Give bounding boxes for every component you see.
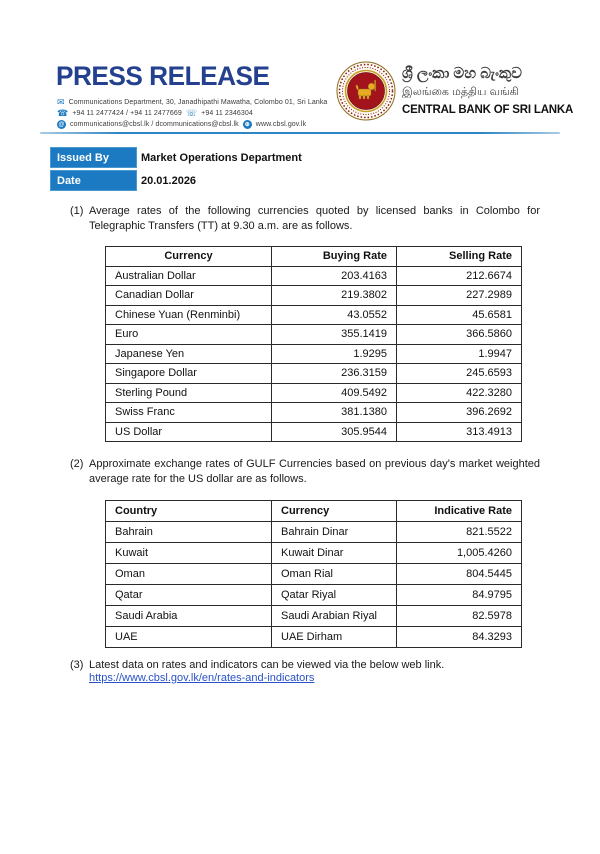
- table-row: [106, 564, 522, 585]
- table-cell: UAE Dirham: [272, 627, 397, 648]
- email-text: communications@cbsl.lk / dcommunications@cbsl.lk: [70, 121, 239, 128]
- contact-block: [57, 97, 327, 130]
- table-cell: Oman Rial: [272, 564, 397, 585]
- table-cell: Chinese Yuan (Renminbi): [106, 305, 272, 325]
- gulf-rates-table: [105, 500, 522, 648]
- table-cell: 422.3280: [397, 383, 522, 403]
- column-header-buying-rate: Buying Rate: [272, 247, 397, 267]
- column-header-indicative-rate: Indicative Rate: [397, 501, 522, 522]
- table-cell: Kuwait Dinar: [272, 543, 397, 564]
- table-cell: 43.0552: [272, 305, 397, 325]
- envelope-icon: ✉: [57, 97, 65, 107]
- table-cell: Singapore Dollar: [106, 364, 272, 384]
- email-line: [57, 119, 327, 130]
- table-cell: 821.5522: [397, 522, 522, 543]
- table-cell: Oman: [106, 564, 272, 585]
- table-row: [106, 422, 522, 442]
- table-row: [106, 344, 522, 364]
- table-cell: 236.3159: [272, 364, 397, 384]
- table-cell: Saudi Arabian Riyal: [272, 606, 397, 627]
- paragraph-1-text: Average rates of the following currencies quoted by licensed banks in Colombo for Telegraphic Transfers (TT) at 9.30 a.m. are as follows.: [89, 205, 540, 232]
- table-cell: 305.9544: [272, 422, 397, 442]
- table-cell: Saudi Arabia: [106, 606, 272, 627]
- paragraph-3: [70, 658, 542, 673]
- table-cell: 212.6674: [397, 266, 522, 286]
- table-cell: 409.5492: [272, 383, 397, 403]
- address-line: [57, 97, 327, 108]
- table-cell: 203.4163: [272, 266, 397, 286]
- table-cell: 219.3802: [272, 286, 397, 306]
- phone-icon: ☎: [57, 108, 69, 118]
- table-cell: 313.4913: [397, 422, 522, 442]
- header-divider: [40, 132, 560, 134]
- table-cell: Bahrain: [106, 522, 272, 543]
- table-cell: Canadian Dollar: [106, 286, 272, 306]
- bank-seal-logo: [336, 60, 396, 122]
- phone-line: [57, 108, 327, 119]
- table-cell: 396.2692: [397, 403, 522, 423]
- paragraph-3-number: (3): [70, 659, 84, 671]
- table-row: [106, 606, 522, 627]
- table-cell: 355.1419: [272, 325, 397, 345]
- table-cell: 84.3293: [397, 627, 522, 648]
- table-row: [106, 585, 522, 606]
- table-cell: Qatar Riyal: [272, 585, 397, 606]
- paragraph-1-number: (1): [70, 205, 84, 217]
- globe-icon: ⊕: [244, 121, 250, 128]
- column-header-currency: Currency: [272, 501, 397, 522]
- website-text: www.cbsl.gov.lk: [255, 121, 307, 128]
- table-row: [106, 305, 522, 325]
- table-cell: UAE: [106, 627, 272, 648]
- table-cell: 45.6581: [397, 305, 522, 325]
- fax-text: +94 11 2346304: [201, 110, 253, 117]
- date-label: Date: [50, 170, 137, 191]
- table-row: [106, 364, 522, 384]
- table-row: [106, 543, 522, 564]
- issued-by-row: [50, 147, 302, 168]
- table-cell: Euro: [106, 325, 272, 345]
- column-header-country: Country: [106, 501, 272, 522]
- table-cell: 1,005.4260: [397, 543, 522, 564]
- email-at-icon: @: [58, 121, 65, 128]
- phone-text: +94 11 2477424 / +94 11 2477669: [72, 110, 182, 117]
- column-header-currency: Currency: [106, 247, 272, 267]
- table-cell: 804.5445: [397, 564, 522, 585]
- table-cell: 82.5978: [397, 606, 522, 627]
- table-cell: US Dollar: [106, 422, 272, 442]
- paragraph-2-number: (2): [70, 458, 84, 470]
- table-cell: Australian Dollar: [106, 266, 272, 286]
- table-row: [106, 522, 522, 543]
- table-cell: 1.9947: [397, 344, 522, 364]
- table-cell: 84.9795: [397, 585, 522, 606]
- tt-rates-table: [105, 246, 522, 442]
- table-row: [106, 266, 522, 286]
- table-cell: Japanese Yen: [106, 344, 272, 364]
- table-header-row: [106, 501, 522, 522]
- table-cell: Bahrain Dinar: [272, 522, 397, 543]
- table-cell: 366.5860: [397, 325, 522, 345]
- table-cell: Sterling Pound: [106, 383, 272, 403]
- table-cell: 227.2989: [397, 286, 522, 306]
- table-row: [106, 383, 522, 403]
- address-text: Communications Department, 30, Janadhipathi Mawatha, Colombo 01, Sri Lanka: [68, 99, 328, 106]
- table-cell: Kuwait: [106, 543, 272, 564]
- rates-indicators-link[interactable]: https://www.cbsl.gov.lk/en/rates-and-indicators: [89, 672, 315, 684]
- issued-by-label: Issued By: [50, 147, 137, 168]
- page-title: PRESS RELEASE: [56, 61, 270, 91]
- bank-names: [402, 65, 573, 117]
- bank-name-english: CENTRAL BANK OF SRI LANKA: [402, 104, 574, 116]
- table-cell: 381.1380: [272, 403, 397, 423]
- fax-icon: ☏: [185, 108, 198, 118]
- paragraph-2-text: Approximate exchange rates of GULF Currencies based on previous day's market weighted average rate for the US dollar are as follows.: [89, 458, 540, 485]
- table-row: [106, 627, 522, 648]
- table-row: [106, 325, 522, 345]
- date-value: 20.01.2026: [141, 174, 197, 187]
- paragraph-2: [70, 457, 542, 487]
- bank-seal-svg: [336, 60, 396, 122]
- paragraph-3-text: Latest data on rates and indicators can be viewed via the below web link.: [89, 659, 445, 671]
- table-cell: 1.9295: [272, 344, 397, 364]
- table-row: [106, 403, 522, 423]
- bank-name-tamil: இலங்கை மத்திய வங்கி: [402, 86, 519, 98]
- table-row: [106, 286, 522, 306]
- link-line: [89, 672, 314, 684]
- date-row: [50, 170, 196, 191]
- table-header-row: [106, 247, 522, 267]
- table-cell: Swiss Franc: [106, 403, 272, 423]
- table-cell: Qatar: [106, 585, 272, 606]
- bank-name-sinhala: ශ්‍රී ලංකා මහ බැංකුව: [402, 65, 522, 82]
- issued-by-value: Market Operations Department: [141, 151, 302, 164]
- column-header-selling-rate: Selling Rate: [397, 247, 522, 267]
- table-cell: 245.6593: [397, 364, 522, 384]
- paragraph-1: [70, 204, 542, 234]
